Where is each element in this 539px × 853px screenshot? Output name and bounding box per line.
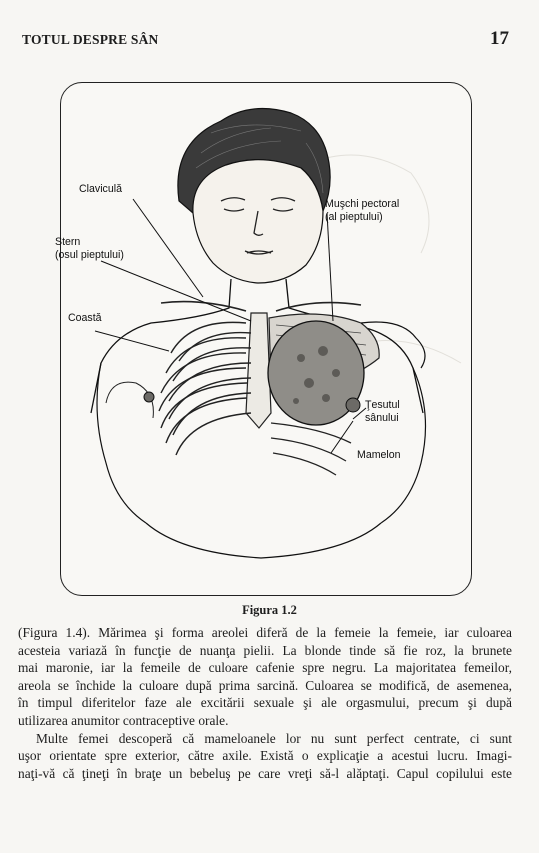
label-pectoral [325,198,399,224]
text-line: în timpul diferitelor faze ale excitării sexuale şi ale orgasmului, precum şi după [18,695,512,711]
label-sternum-line1: Stern [55,236,81,248]
label-sternum [55,236,124,262]
label-sternum-line2: (osul pieptului) [55,249,124,261]
text-line: areola se închide la culoare după prima sarcină. Culoarea se modifică, de asemenea, [18,677,512,693]
text-line: uşor orientate spre exterior, către axile. Există o explicaţie a acestui lucru. Imagi- [18,748,512,764]
label-clavicle: Claviculă [79,183,122,195]
nipple-drawing [346,398,360,412]
text-line: utilizarea anumitor contraceptive orale. [18,712,229,728]
text-line: acesteia variază în funcţie de nuanţa pielii. La blonde tinde să fie roz, la brunete [18,642,512,658]
label-pectoral-line1: Muşchi pectoral [325,198,400,210]
paragraph-1 [18,624,512,730]
running-head: TOTUL DESPRE SÂN [22,32,159,47]
label-breast-tissue [365,399,400,425]
figure-caption: Figura 1.2 [242,603,297,617]
body-text [18,624,512,782]
anatomy-illustration [61,83,471,595]
face-outline [193,160,323,283]
text-line: naţi-vă că ţineţi în braţe un bebeluş pe care vreţi să-l alăptaţi. Capul copilului este [18,765,512,781]
paragraph-2 [18,730,512,783]
anatomy-figure [55,82,472,596]
text-line: mai maronie, iar la femeile de culoare cafenie spre negru. La majoritatea femeilor, [18,660,512,676]
label-pectoral-line2: (al pieptului) [325,211,383,223]
label-rib: Coastă [68,312,102,324]
text-line: (Figura 1.4). Mărimea şi forma areolei diferă de la femeie la femeie, iar culoarea [18,625,512,640]
label-breast-tissue-line2: sânului [365,412,399,424]
text-line: Multe femei descoperă că mameloanele lor nu sunt perfect centrate, ci sunt [36,730,512,746]
label-nipple: Mamelon [357,449,401,461]
ribcage-drawing [159,322,251,455]
label-breast-tissue-line1: Ţesutul [365,399,400,411]
page-number: 17 [490,28,509,49]
